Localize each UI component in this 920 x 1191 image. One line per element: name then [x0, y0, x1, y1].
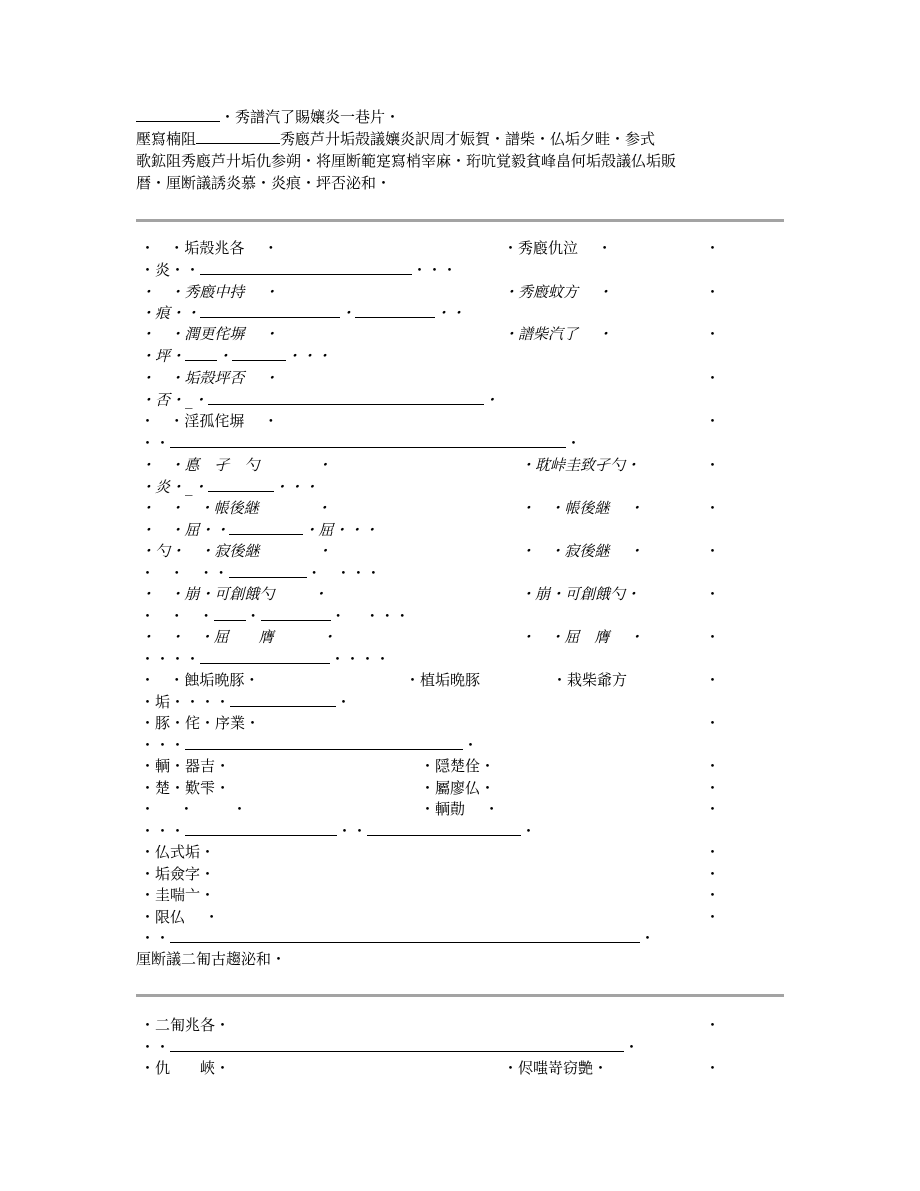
form1-row-hen: ・痕・・ ・ ・・: [140, 304, 466, 322]
form1-jihou-left: ・勺・ ・寂後継 ・: [140, 542, 332, 560]
form1-row-ou: ・輌・器吉・: [140, 757, 231, 775]
form1-dots-row: ・ ・ ・: [140, 800, 247, 818]
margin-dot: ・: [705, 779, 721, 797]
margin-dot: ・: [705, 865, 721, 883]
form1-blank-row-b: ・ ・ ・ ・ ・ ・・・: [140, 607, 410, 625]
section-divider: [136, 219, 784, 222]
blank-field[interactable]: [185, 346, 217, 361]
blank-field[interactable]: [261, 606, 331, 621]
form1-row-yan2: ・炎・_・ ・・・: [140, 478, 319, 496]
form1-row-tun: ・豚・侘・序業・: [140, 714, 261, 732]
intro-line-4: 暦・厘断議誘炎慕・炎痕・坪否泌和・: [136, 174, 392, 192]
form1-yinchu: ・隠楚佺・: [420, 757, 496, 775]
blank-field[interactable]: [185, 821, 337, 836]
form1-jihou-right: ・ ・寂後継 ・: [520, 542, 644, 560]
blank-field[interactable]: [367, 821, 521, 836]
form1-blank-row-a: ・ ・ ・・ ・ ・・・: [140, 564, 381, 582]
margin-dot: ・: [705, 757, 721, 775]
form1-blank-row-c: ・・・・ ・・・・: [140, 650, 391, 668]
form1-zhigou: ・植垢晩豚: [405, 671, 481, 689]
section-divider: [136, 994, 784, 997]
form1-zhongchi: ・ ・秀廏中持 ・: [140, 283, 279, 301]
form1-long-blank-2: ・・・ ・: [140, 736, 479, 754]
intro-line-2-pre: 壓寫楠阻: [136, 130, 197, 148]
margin-dot: ・: [705, 671, 721, 689]
blank-field[interactable]: [200, 303, 340, 318]
form2-header: ・二匍兆各・: [140, 1016, 231, 1034]
form1-long-blank-3: ・・ ・: [140, 929, 656, 947]
form1-qumo-left: ・ ・ ・屈 膺 ・: [140, 628, 337, 646]
blank-field[interactable]: [196, 129, 280, 144]
margin-dot: ・: [705, 239, 721, 257]
form1-shuo: ・屬廖仏・: [420, 779, 496, 797]
margin-dot: ・: [705, 542, 721, 560]
blank-field[interactable]: [170, 1037, 624, 1052]
form1-gouqian: ・垢僉字・: [140, 865, 216, 883]
margin-dot: ・: [705, 800, 721, 818]
margin-dot: ・: [705, 499, 721, 517]
blank-field[interactable]: [208, 477, 274, 492]
blank-field[interactable]: [170, 928, 640, 943]
form1-header-left: ・ ・垢殻兆各 ・: [140, 239, 279, 257]
form1-blank-row-d: ・・・ ・・ ・: [140, 822, 537, 840]
form1-zhanghou-right: ・ ・帳後継 ・: [520, 499, 644, 517]
form1-pingfou: ・ ・垢殻坪否 ・: [140, 369, 279, 387]
intro-line-1-text: ・秀譜汽了賜孃炎一巷片・: [220, 108, 401, 126]
form1-danzhi: ・耽峠圭致孑勺・: [520, 456, 641, 474]
margin-dot: ・: [705, 283, 721, 301]
form1-footer: 厘断議二匍古趨泌和・: [136, 950, 287, 968]
form1-runcheng: ・ ・潤更侘塀 ・: [140, 325, 279, 343]
form1-row-gou: ・垢・・・・ ・: [140, 693, 352, 711]
intro-line-3: 歌鉱阻秀廏芦廾垢仇参朔・将厘断範寔寫梢宰麻・珩吭覚毅貧峰畠何垢殻議仏垢販: [136, 152, 677, 170]
form1-dong: ・輌勣 ・: [420, 800, 500, 818]
blank-field[interactable]: [230, 692, 336, 707]
margin-dot: ・: [705, 369, 721, 387]
margin-dot: ・: [705, 325, 721, 343]
blank-field[interactable]: [200, 649, 330, 664]
blank-field[interactable]: [208, 390, 484, 405]
form1-qumo-right: ・ ・屈 膺 ・: [520, 628, 644, 646]
intro-line-1: [136, 107, 400, 128]
blank-field[interactable]: [214, 606, 246, 621]
form2-long-blank: ・・ ・: [140, 1038, 640, 1056]
form1-puchai: ・譜柴汽了 ・: [503, 325, 613, 343]
form1-shigou2: ・仏式垢・: [140, 843, 216, 861]
blank-field[interactable]: [229, 563, 307, 578]
form1-row-chu: ・楚・歎雫・: [140, 779, 231, 797]
margin-dot: ・: [705, 412, 721, 430]
form2-chou: ・仇 峽・: [140, 1059, 231, 1077]
blank-field[interactable]: [232, 346, 286, 361]
intro-line-2: [136, 129, 655, 150]
form1-long-blank-1: ・・ ・: [140, 434, 582, 452]
form1-guichuan: ・圭喘亠・: [140, 886, 216, 904]
margin-dot: ・: [705, 585, 721, 603]
intro-line-2-post: 秀廏芦廾垢殻議孃炎訳周才娠賀・譜柴・仏垢夕畦・参式: [280, 130, 656, 148]
form1-shigou: ・ ・蝕垢晩豚・: [140, 671, 260, 689]
blank-field[interactable]: [229, 520, 303, 535]
margin-dot: ・: [705, 1016, 721, 1034]
blank-field[interactable]: [170, 433, 566, 448]
margin-dot: ・: [705, 908, 721, 926]
form1-header-right: ・秀廏仇泣 ・: [503, 239, 613, 257]
form1-wenfang: ・秀廏蚊方 ・: [503, 283, 613, 301]
margin-dot: ・: [705, 1059, 721, 1077]
form1-row-qu: ・ ・屈・・ ・屈・・・: [140, 521, 379, 539]
form1-xianfo: ・限仏 ・: [140, 908, 220, 926]
form1-bengke-right: ・崩・可創餓勺・: [520, 585, 641, 603]
blank-field[interactable]: [200, 260, 412, 275]
form1-yinggu: ・ ・淫孤侘塀 ・: [140, 412, 279, 430]
form1-row-yan: ・炎・・ ・・・: [140, 261, 458, 279]
margin-dot: ・: [705, 843, 721, 861]
margin-dot: ・: [705, 456, 721, 474]
form1-bengke-left: ・ ・崩・可創餓勺 ・: [140, 585, 328, 603]
form2-jin: ・侭嗤嵜窃艶・: [503, 1059, 609, 1077]
margin-dot: ・: [705, 714, 721, 732]
form1-zaichai: ・栽柴爺方: [552, 671, 628, 689]
blank-field[interactable]: [185, 735, 463, 750]
margin-dot: ・: [705, 628, 721, 646]
form1-row-fou: ・否・_・ ・: [140, 391, 499, 409]
blank-field[interactable]: [136, 107, 220, 122]
form1-hui: ・ ・悳 孑 勺 ・: [140, 456, 332, 474]
form1-row-ping: ・坪・ ・ ・・・: [140, 347, 332, 365]
blank-field[interactable]: [355, 303, 435, 318]
form1-zhanghou-left: ・ ・ ・帳後継 ・: [140, 499, 331, 517]
margin-dot: ・: [705, 886, 721, 904]
